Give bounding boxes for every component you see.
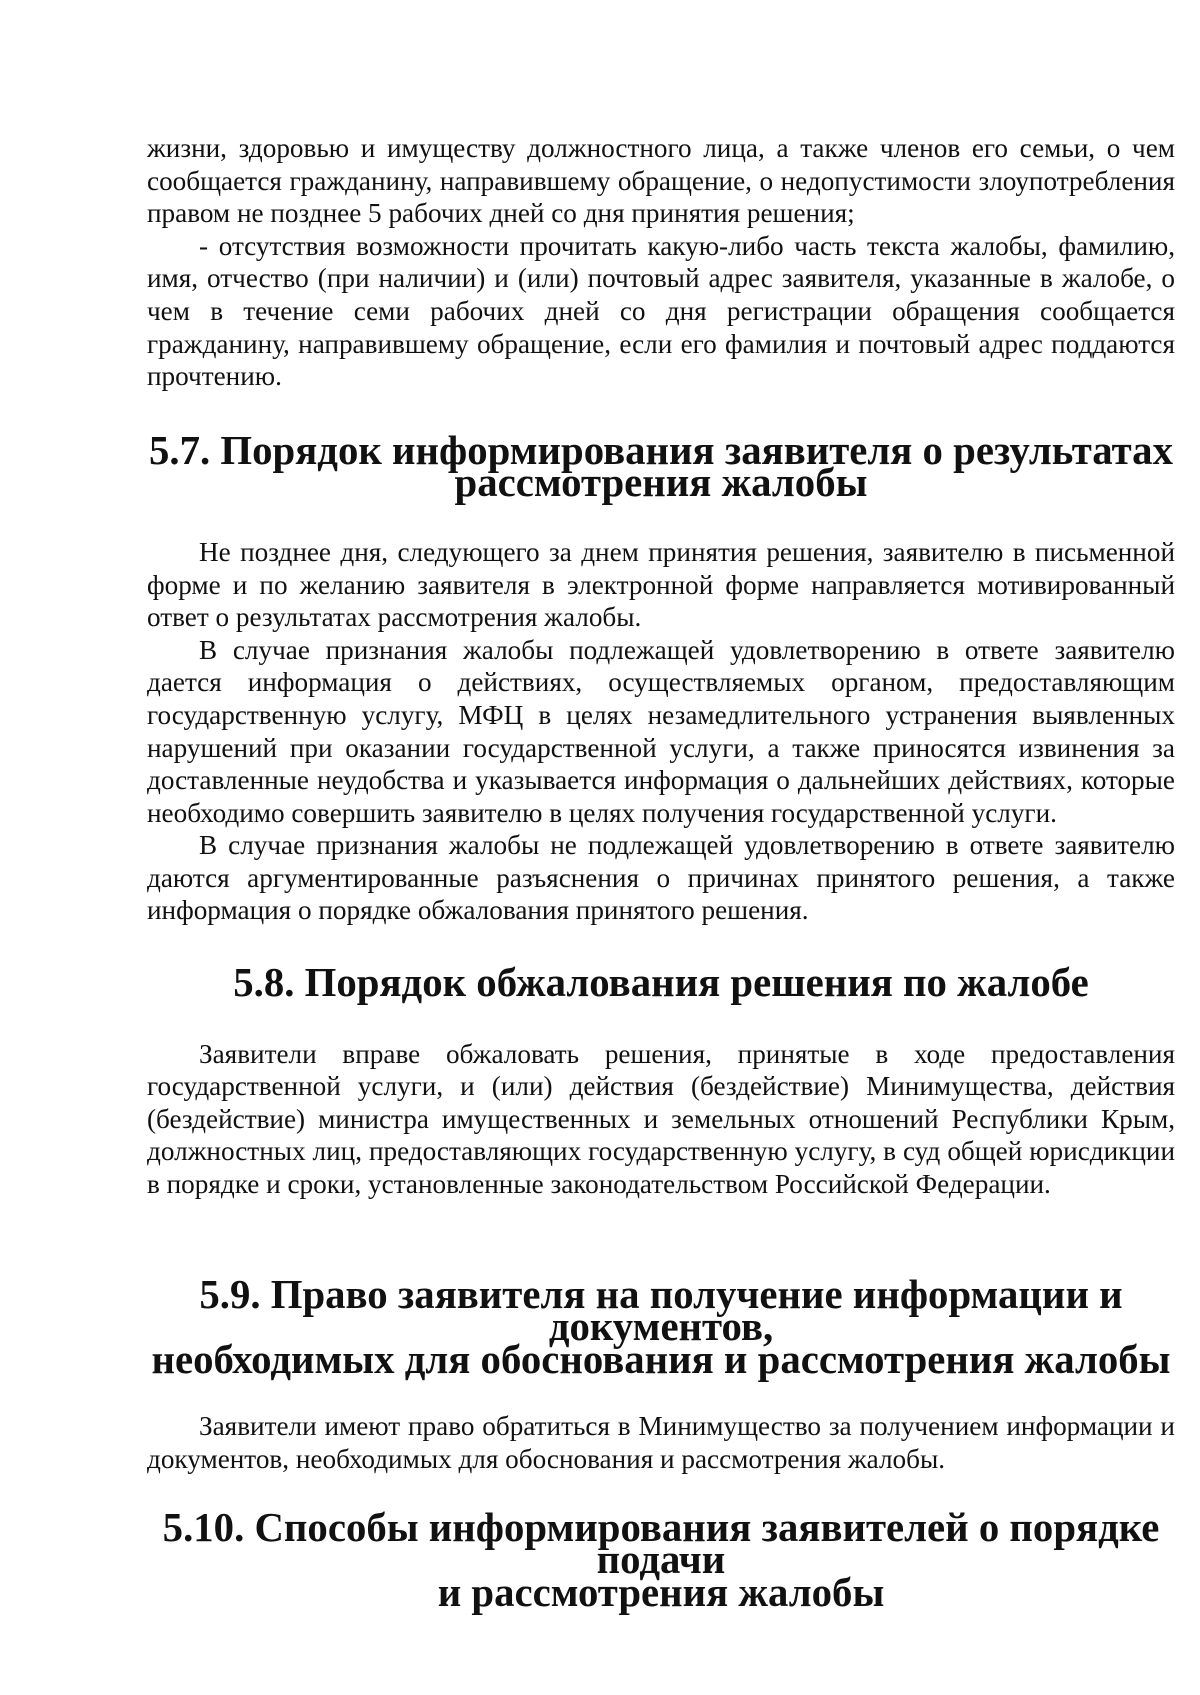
section-heading-5-8 — [147, 960, 1175, 1006]
section-heading-5-10 — [147, 1504, 1175, 1615]
heading-line: рассмотрения жалобы — [454, 460, 868, 506]
paragraph: Заявители имеют право обратиться в Минимущество за получением информации и документов, необходимых для обоснования и рассмотрения жалобы. — [147, 1411, 1175, 1474]
paragraph: В случае признания жалобы не подлежащей удовлетворению в ответе заявителю даются аргументированные разъяснения о причинах принятого решения, а также информация о порядке обжалования принятого решения. — [147, 830, 1175, 926]
heading-line: и рассмотрения жалобы — [437, 1569, 885, 1615]
heading-line: 5.10. Способы информирования заявителей о порядке подачи — [162, 1504, 1160, 1583]
heading-line: необходимых для обоснования и рассмотрения жалобы — [151, 1336, 1171, 1382]
paragraph: В случае признания жалобы подлежащей удовлетворению в ответе заявителю дается информация о действиях, осуществляемых органом, предоставляющим государственную услугу, МФЦ в целях незамедлительного устранения выявленных нарушений при оказании государственной услуги, а также приносятся извинения за доставленные неудобства и указывается информация о дальнейших действиях, которые необходимо совершить заявителю в целях получения государственной услуги. — [147, 634, 1175, 828]
section-heading-5-7 — [147, 427, 1175, 506]
heading-line: 5.9. Право заявителя на получение информации и документов, — [199, 1271, 1123, 1350]
paragraph-continuation: жизни, здоровью и имуществу должностного лица, а также членов его семьи, о чем сообщается гражданину, направившему обращение, о недопустимости злоупотребления правом не позднее 5 рабочих дней со дня принятия решения; — [147, 133, 1175, 229]
paragraph: Не позднее дня, следующего за днем принятия решения, заявителю в письменной форме и по желанию заявителя в электронной форме направляется мотивированный ответ о результатах рассмотрения жалобы. — [147, 536, 1175, 633]
heading-line: 5.8. Порядок обжалования решения по жалобе — [233, 960, 1089, 1006]
heading-line: 5.7. Порядок информирования заявителя о результатах — [149, 427, 1173, 473]
section-heading-5-9 — [147, 1271, 1175, 1382]
paragraph-list-item: - отсутствия возможности прочитать какую-либо часть текста жалобы, фамилию, имя, отчество (при наличии) и (или) почтовый адрес заявителя, указанные в жалобе, о чем в течение семи рабочих дней со дня регистрации обращения сообщается гражданину, направившему обращение, если его фамилия и почтовый адрес поддаются прочтению. — [147, 230, 1175, 392]
document-page — [147, 132, 1175, 1615]
paragraph: Заявители вправе обжаловать решения, принятые в ходе предоставления государственной услуги, и (или) действия (бездействие) Минимущества, действия (бездействие) министра имущественных и земельных отношений Республики Крым, должностных лиц, предоставляющих государственную услугу, в суд общей юрисдикции в порядке и сроки, установленные законодательством Российской Федерации. — [147, 1038, 1175, 1200]
